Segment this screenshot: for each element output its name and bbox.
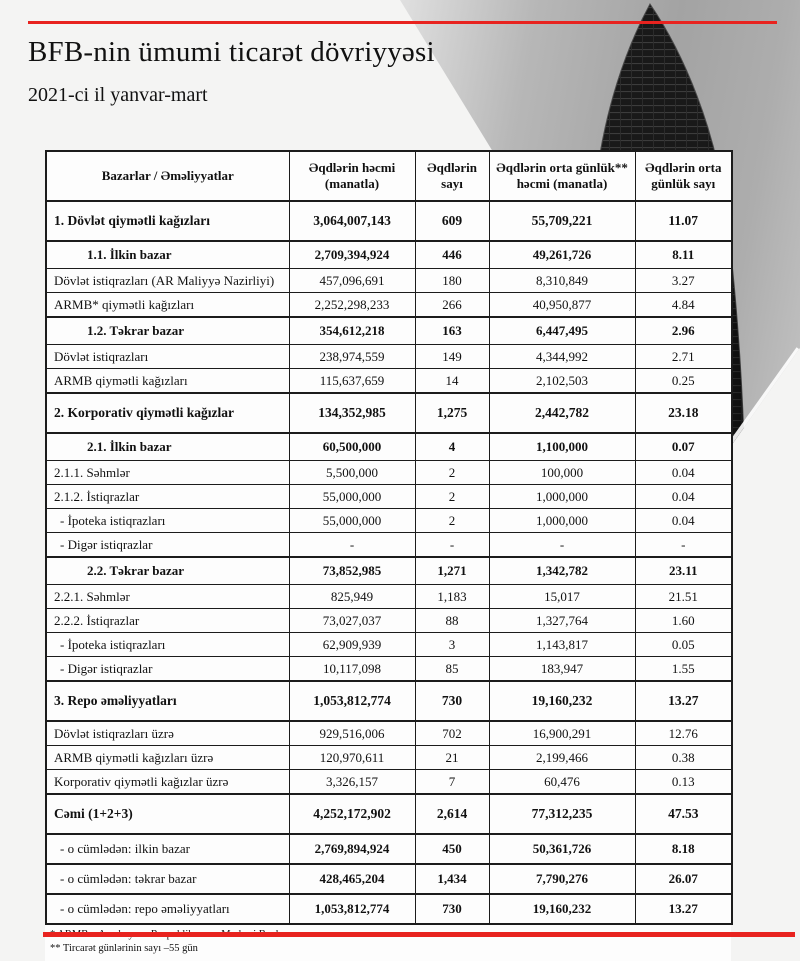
- table-row: [46, 269, 732, 293]
- row-value: 0.04: [635, 509, 732, 533]
- table-row: [46, 746, 732, 770]
- table-container: [45, 150, 731, 961]
- row-label: 1.2. Təkrar bazar: [46, 317, 289, 345]
- row-value: 120,970,611: [289, 746, 415, 770]
- row-value: 0.07: [635, 433, 732, 461]
- row-label: Korporativ qiymətli kağızlar üzrə: [46, 770, 289, 795]
- col-header-volume: Əqdlərin həcmi (manatla): [289, 151, 415, 201]
- row-value: 457,096,691: [289, 269, 415, 293]
- row-label: 1.1. İlkin bazar: [46, 241, 289, 269]
- row-label: 2.2. Təkrar bazar: [46, 557, 289, 585]
- row-value: 49,261,726: [489, 241, 635, 269]
- table-row: [46, 293, 732, 318]
- row-value: 1,100,000: [489, 433, 635, 461]
- row-value: 100,000: [489, 461, 635, 485]
- row-value: 1,275: [415, 393, 489, 433]
- table-row: [46, 834, 732, 864]
- row-label: ARMB qiymətli kağızları: [46, 369, 289, 394]
- row-value: 4,252,172,902: [289, 794, 415, 834]
- table-row: [46, 509, 732, 533]
- row-value: 19,160,232: [489, 681, 635, 721]
- row-value: 8.18: [635, 834, 732, 864]
- table-row: [46, 241, 732, 269]
- row-value: 16,900,291: [489, 721, 635, 746]
- row-value: 2,769,894,924: [289, 834, 415, 864]
- table-row: [46, 557, 732, 585]
- row-label: - İpoteka istiqrazları: [46, 633, 289, 657]
- row-label: - İpoteka istiqrazları: [46, 509, 289, 533]
- table-row: [46, 770, 732, 795]
- row-value: 428,465,204: [289, 864, 415, 894]
- row-label: Dövlət istiqrazları (AR Maliyyə Nazirliyi): [46, 269, 289, 293]
- row-value: 15,017: [489, 585, 635, 609]
- row-value: 14: [415, 369, 489, 394]
- row-label: 2.1.1. Səhmlər: [46, 461, 289, 485]
- row-value: 19,160,232: [489, 894, 635, 924]
- table-row: [46, 585, 732, 609]
- row-value: 609: [415, 201, 489, 241]
- row-value: 730: [415, 894, 489, 924]
- row-value: 4: [415, 433, 489, 461]
- row-value: 1,183: [415, 585, 489, 609]
- table-row: [46, 721, 732, 746]
- row-value: 2,252,298,233: [289, 293, 415, 318]
- col-header-markets: Bazarlar / Əməliyyatlar: [46, 151, 289, 201]
- table-row: [46, 369, 732, 394]
- row-label: 1. Dövlət qiymətli kağızları: [46, 201, 289, 241]
- row-value: 23.18: [635, 393, 732, 433]
- row-value: 1,000,000: [489, 485, 635, 509]
- row-value: -: [289, 533, 415, 558]
- table-row: [46, 201, 732, 241]
- row-value: 149: [415, 345, 489, 369]
- row-value: 446: [415, 241, 489, 269]
- row-value: 2,442,782: [489, 393, 635, 433]
- row-value: 702: [415, 721, 489, 746]
- row-value: 26.07: [635, 864, 732, 894]
- row-value: 134,352,985: [289, 393, 415, 433]
- row-value: 11.07: [635, 201, 732, 241]
- row-value: 1,271: [415, 557, 489, 585]
- row-value: 88: [415, 609, 489, 633]
- row-label: ARMB qiymətli kağızları üzrə: [46, 746, 289, 770]
- row-value: 354,612,218: [289, 317, 415, 345]
- row-value: 55,000,000: [289, 485, 415, 509]
- table-row: [46, 681, 732, 721]
- table-row: [46, 864, 732, 894]
- row-label: 2.2.1. Səhmlər: [46, 585, 289, 609]
- top-red-rule: [28, 21, 777, 24]
- row-value: 6,447,495: [489, 317, 635, 345]
- row-value: 4.84: [635, 293, 732, 318]
- table-row: [46, 433, 732, 461]
- row-value: 266: [415, 293, 489, 318]
- row-value: 183,947: [489, 657, 635, 682]
- row-value: 3: [415, 633, 489, 657]
- table-row: [46, 393, 732, 433]
- row-value: 929,516,006: [289, 721, 415, 746]
- table-row: [46, 461, 732, 485]
- row-label: 2.2.2. İstiqrazlar: [46, 609, 289, 633]
- row-value: 7: [415, 770, 489, 795]
- row-value: 2,199,466: [489, 746, 635, 770]
- table-row: [46, 657, 732, 682]
- row-value: 1,053,812,774: [289, 681, 415, 721]
- row-value: 8,310,849: [489, 269, 635, 293]
- row-label: - o cümlədən: repo əməliyyatları: [46, 894, 289, 924]
- row-value: -: [635, 533, 732, 558]
- row-value: 60,476: [489, 770, 635, 795]
- row-value: 2: [415, 485, 489, 509]
- row-label: - o cümlədən: ilkin bazar: [46, 834, 289, 864]
- row-label: - Digər istiqrazlar: [46, 657, 289, 682]
- row-label: 2. Korporativ qiymətli kağızlar: [46, 393, 289, 433]
- col-header-daily-volume: Əqdlərin orta günlük** həcmi (manatla): [489, 151, 635, 201]
- row-value: 1,327,764: [489, 609, 635, 633]
- row-value: 0.04: [635, 485, 732, 509]
- row-value: 0.04: [635, 461, 732, 485]
- table-row: [46, 609, 732, 633]
- row-value: 0.13: [635, 770, 732, 795]
- row-value: 2: [415, 461, 489, 485]
- row-value: 50,361,726: [489, 834, 635, 864]
- row-value: 55,000,000: [289, 509, 415, 533]
- row-label: 2.1. İlkin bazar: [46, 433, 289, 461]
- header-row: [46, 151, 732, 201]
- row-value: 2,102,503: [489, 369, 635, 394]
- footnote-trading-days: ** Tircarət günlərinin sayı –55 gün: [50, 943, 198, 955]
- row-value: 60,500,000: [289, 433, 415, 461]
- col-header-daily-count: Əqdlərin orta günlük sayı: [635, 151, 732, 201]
- table-row: [46, 317, 732, 345]
- row-value: 450: [415, 834, 489, 864]
- row-value: 10,117,098: [289, 657, 415, 682]
- row-value: 13.27: [635, 894, 732, 924]
- row-value: 73,027,037: [289, 609, 415, 633]
- table-row: [46, 633, 732, 657]
- table-row: [46, 345, 732, 369]
- row-value: 825,949: [289, 585, 415, 609]
- row-value: 0.05: [635, 633, 732, 657]
- bottom-red-rule: [43, 932, 795, 937]
- footnotes: [45, 925, 731, 958]
- row-value: 13.27: [635, 681, 732, 721]
- row-value: 2: [415, 509, 489, 533]
- row-value: 55,709,221: [489, 201, 635, 241]
- row-value: 1,053,812,774: [289, 894, 415, 924]
- table-body: [46, 201, 732, 924]
- row-value: 77,312,235: [489, 794, 635, 834]
- row-value: 238,974,559: [289, 345, 415, 369]
- row-value: 8.11: [635, 241, 732, 269]
- row-value: 180: [415, 269, 489, 293]
- row-value: 21.51: [635, 585, 732, 609]
- table-row: [46, 894, 732, 924]
- row-value: 62,909,939: [289, 633, 415, 657]
- row-value: 47.53: [635, 794, 732, 834]
- row-value: 1.55: [635, 657, 732, 682]
- row-value: 1,434: [415, 864, 489, 894]
- row-value: 0.25: [635, 369, 732, 394]
- row-label: Dövlət istiqrazları: [46, 345, 289, 369]
- turnover-table: [45, 150, 733, 925]
- table-header: [46, 151, 732, 201]
- row-value: 1,143,817: [489, 633, 635, 657]
- row-value: 163: [415, 317, 489, 345]
- page-subtitle: 2021-ci il yanvar-mart: [28, 84, 208, 106]
- row-label: ARMB* qiymətli kağızları: [46, 293, 289, 318]
- row-value: 1,000,000: [489, 509, 635, 533]
- row-value: 3,326,157: [289, 770, 415, 795]
- table-row: [46, 533, 732, 558]
- row-value: 2.71: [635, 345, 732, 369]
- row-label: Cəmi (1+2+3): [46, 794, 289, 834]
- row-value: 7,790,276: [489, 864, 635, 894]
- row-label: 3. Repo əməliyyatları: [46, 681, 289, 721]
- table-row: [46, 485, 732, 509]
- row-label: 2.1.2. İstiqrazlar: [46, 485, 289, 509]
- row-value: 0.38: [635, 746, 732, 770]
- row-value: 730: [415, 681, 489, 721]
- row-value: 1.60: [635, 609, 732, 633]
- row-value: 4,344,992: [489, 345, 635, 369]
- row-value: 2,709,394,924: [289, 241, 415, 269]
- col-header-count: Əqdlərin sayı: [415, 151, 489, 201]
- row-value: 3.27: [635, 269, 732, 293]
- row-value: 2.96: [635, 317, 732, 345]
- row-value: 2,614: [415, 794, 489, 834]
- row-value: -: [489, 533, 635, 558]
- row-label: - o cümlədən: təkrar bazar: [46, 864, 289, 894]
- row-value: 3,064,007,143: [289, 201, 415, 241]
- row-label: - Digər istiqrazlar: [46, 533, 289, 558]
- page-title: BFB-nin ümumi ticarət dövriyyəsi: [28, 36, 435, 68]
- row-value: 23.11: [635, 557, 732, 585]
- table-row: [46, 794, 732, 834]
- row-value: -: [415, 533, 489, 558]
- row-label: Dövlət istiqrazları üzrə: [46, 721, 289, 746]
- row-value: 12.76: [635, 721, 732, 746]
- row-value: 73,852,985: [289, 557, 415, 585]
- row-value: 1,342,782: [489, 557, 635, 585]
- row-value: 21: [415, 746, 489, 770]
- row-value: 5,500,000: [289, 461, 415, 485]
- row-value: 115,637,659: [289, 369, 415, 394]
- row-value: 85: [415, 657, 489, 682]
- row-value: 40,950,877: [489, 293, 635, 318]
